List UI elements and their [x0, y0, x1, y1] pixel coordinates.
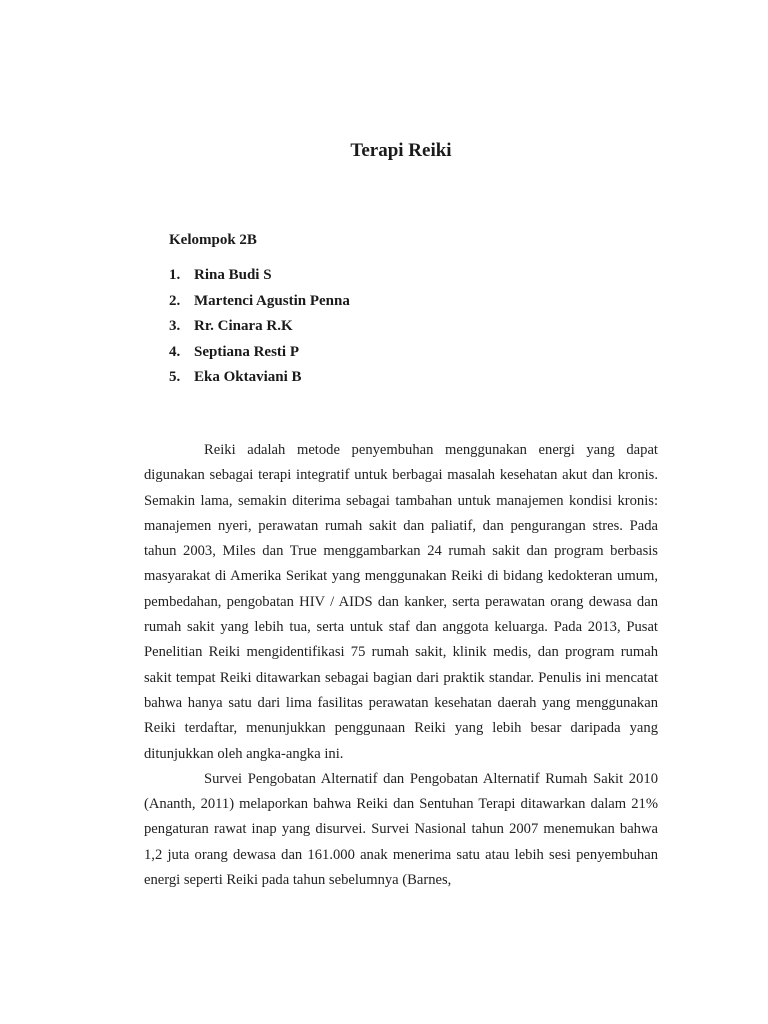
- paragraph: Survei Pengobatan Alternatif dan Pengobatan Alternatif Rumah Sakit 2010 (Ananth, 2011) melaporkan bahwa Reiki dan Sentuhan Terapi ditawarkan dalam 21% pengaturan rawat inap yang disurvei. Survei Nasional tahun 2007 menemukan bahwa 1,2 juta orang dewasa dan 161.000 anak menerima satu atau lebih sesi penyembuhan energi seperti Reiki pada tahun sebelumnya (Barnes,: [144, 770, 658, 889]
- body-text: [144, 438, 658, 893]
- member-item: [169, 265, 350, 291]
- member-list: [169, 265, 350, 393]
- member-item: [169, 342, 350, 368]
- member-name: Rina Budi S: [194, 267, 272, 283]
- document-title: Terapi Reiki: [350, 140, 452, 161]
- member-number: 3.: [169, 318, 181, 334]
- member-number: 4.: [169, 343, 181, 360]
- group-label: Kelompok 2B: [169, 232, 257, 248]
- member-item: [169, 291, 350, 317]
- member-number: 1.: [169, 267, 181, 283]
- member-item: [169, 367, 350, 393]
- paragraph: Reiki adalah metode penyembuhan menggunakan energi yang dapat digunakan sebagai terapi integratif untuk berbagai masalah kesehatan akut dan kronis. Semakin lama, semakin diterima sebagai tambahan untuk manajemen kondisi kronis: manajemen nyeri, perawatan rumah sakit dan paliatif, dan pengurangan stres. Pada tahun 2003, Miles dan True menggambarkan 24 rumah sakit dan program berbasis masyarakat di Amerika Serikat yang menggunakan Reiki di bidang kedokteran umum, pembedahan, pengobatan HIV / AIDS dan kanker, serta perawatan orang dewasa dan rumah sakit yang lebih tua, serta untuk staf dan anggota keluarga. Pada 2013, Pusat Penelitian Reiki mengidentifikasi 75 rumah sakit, klinik medis, dan program rumah sakit tempat Reiki ditawarkan sebagai bagian dari praktik standar. Penulis ini mencatat bahwa hanya satu dari lima fasilitas perawatan kesehatan daerah yang menggunakan Reiki terdaftar, menunjukkan penggunaan Reiki yang lebih besar daripada yang ditunjukkan oleh angka-angka ini.: [144, 442, 658, 762]
- member-name: Martenci Agustin Penna: [194, 292, 350, 309]
- member-name: Septiana Resti P: [194, 343, 299, 360]
- member-name: Rr. Cinara R.K: [194, 318, 293, 334]
- member-name: Eka Oktaviani B: [194, 369, 302, 385]
- member-number: 2.: [169, 292, 181, 309]
- member-item: [169, 316, 350, 342]
- member-number: 5.: [169, 369, 181, 385]
